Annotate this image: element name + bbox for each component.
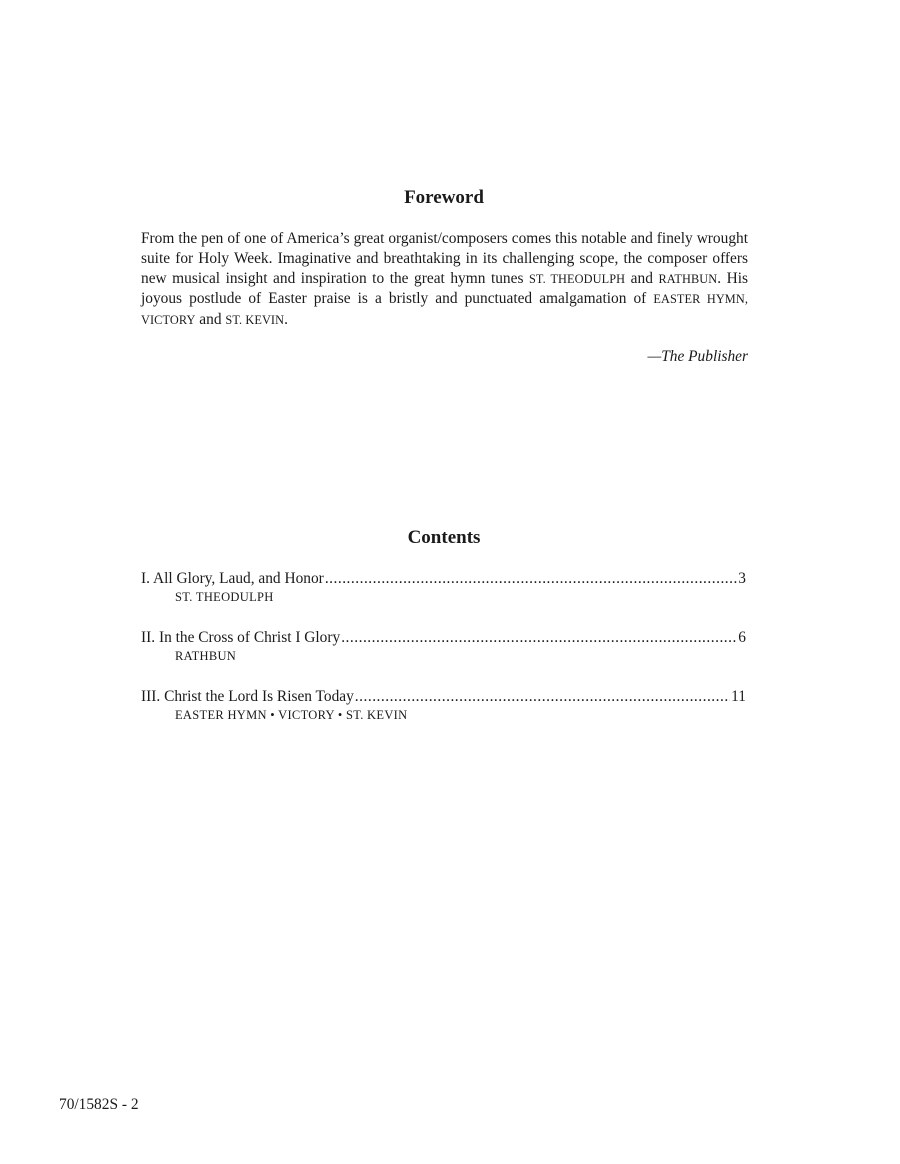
toc-hymn-tunes: RATHBUN [175, 649, 237, 663]
toc-entry [141, 569, 746, 628]
foreword-text: . [284, 311, 288, 329]
toc-hymn-tunes: EASTER HYMN • VICTORY • ST. KEVIN [175, 708, 408, 722]
toc-line [141, 628, 746, 648]
catalog-page-number: 70/1582S - 2 [59, 1096, 139, 1113]
contents-title: Contents [407, 527, 481, 548]
hymn-tune-name: ST. KEVIN [225, 313, 285, 328]
hymn-tune-name: ST. THEODULPH [528, 271, 626, 286]
toc-dot-leader [325, 569, 737, 589]
table-of-contents [141, 569, 746, 746]
foreword-text: and [195, 311, 226, 329]
toc-title: I. All Glory, Laud, and Honor [141, 570, 324, 587]
foreword-text: and [625, 269, 659, 287]
toc-entry [141, 628, 746, 687]
toc-line [141, 569, 746, 589]
foreword-text: . His joyous postlude of Easter praise is a bristly and punctuated amalgamation of [141, 269, 748, 308]
toc-hymn-tunes: ST. THEODULPH [175, 590, 274, 604]
toc-entry [141, 687, 746, 746]
foreword-text: From the pen of one of America’s great organist/composers comes this notable and finely wrought suite for Holy Week. Imaginative and breathtaking in its challenging scope, the composer offers new musical insight and inspiration to the great hymn tunes [141, 230, 748, 287]
toc-dot-leader [355, 687, 730, 707]
toc-dot-leader [341, 628, 737, 648]
toc-page-number: 6 [738, 629, 746, 646]
toc-page-number: 11 [731, 688, 746, 705]
foreword-title: Foreword [404, 187, 484, 208]
publisher-signature: —The Publisher [647, 348, 748, 365]
foreword-body [141, 229, 748, 331]
hymn-tune-name: RATHBUN [658, 271, 718, 286]
toc-title: III. Christ the Lord Is Risen Today [141, 688, 354, 705]
hymn-tune-name: EASTER HYMN, VICTORY [141, 292, 748, 328]
toc-page-number: 3 [738, 570, 746, 587]
toc-title: II. In the Cross of Christ I Glory [141, 629, 341, 646]
toc-line [141, 687, 746, 707]
